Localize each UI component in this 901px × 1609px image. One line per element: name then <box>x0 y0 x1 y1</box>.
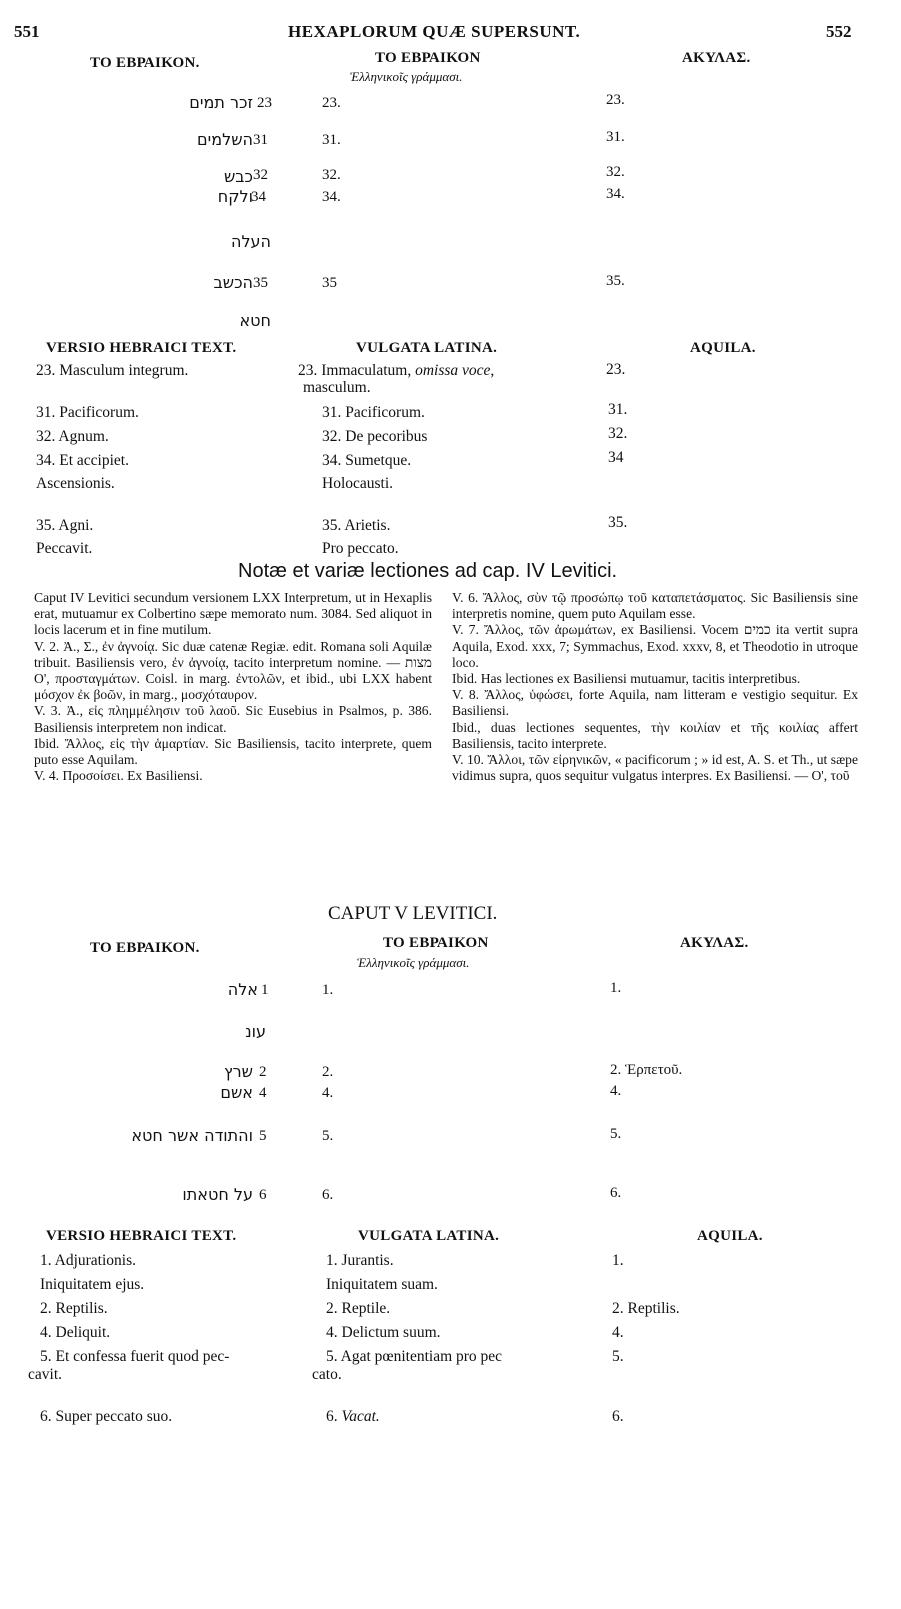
vulgata-cell: 6. Vacat. <box>326 1408 380 1425</box>
versio-cell: 5. Et confessa fuerit quod pec- <box>40 1348 230 1365</box>
greek-transliteration-cell: 35 <box>322 275 337 291</box>
note-paragraph: Ibid. Ἄλλος, εἰς τὴν ἁμαρτίαν. Sic Basiliensis, tacito interprete, quem puto esse Aquilam. <box>34 735 432 768</box>
vulgata-cell: Pro peccato. <box>322 540 399 557</box>
running-title: HEXAPLORUM QUÆ SUPERSUNT. <box>288 22 581 41</box>
aquila-cell: 4. <box>612 1324 624 1341</box>
hebrew-word: הכשב <box>213 273 253 292</box>
aquila-cell: 32. <box>608 425 628 442</box>
versio-cell: 4. Deliquit. <box>40 1324 111 1341</box>
aquila-cell: 6. <box>610 1185 622 1201</box>
aquila-cell: 5. <box>610 1126 622 1142</box>
hebrew-word: כבש <box>223 167 253 186</box>
chapter-title: CAPUT V LEVITICI. <box>328 903 498 924</box>
verse-number: 31 <box>253 132 268 148</box>
aquila-cell: 35. <box>606 273 625 289</box>
hebrew-word: אשם <box>220 1083 253 1102</box>
versio-cell: Iniquitatem ejus. <box>40 1276 145 1293</box>
versio-cell-continued: cavit. <box>28 1366 62 1383</box>
note-paragraph: V. 7. Ἄλλος, τῶν ἀρωμάτων, ex Basiliensi. Vocem כמים ita vertit supra Aquila, Exod. xxx, 7; Symmachus, Exod. xxxv, 8, et Theodotio in utroque loco. <box>452 622 858 670</box>
vulgata-cell: 34. Sumetque. <box>322 452 412 469</box>
vulgata-cell: 35. Arietis. <box>322 517 391 534</box>
column-head-aquila-latin: AQUILA. <box>697 1228 763 1244</box>
notes-left-column <box>34 590 432 784</box>
verse-number: 6 <box>259 1187 267 1203</box>
verse-number: 34 <box>251 189 266 205</box>
aquila-cell: 1. <box>610 980 622 996</box>
greek-transliteration-cell: 6. <box>322 1187 334 1203</box>
greek-transliteration-cell: 34. <box>322 189 341 205</box>
aquila-cell: 23. <box>606 361 626 378</box>
vulgata-cell: Holocausti. <box>322 475 394 492</box>
vulgata-cell: Iniquitatem suam. <box>326 1276 438 1293</box>
greek-transliteration-cell: 32. <box>322 167 341 183</box>
versio-cell: 2. Reptilis. <box>40 1300 108 1317</box>
column-subhead-greek-letters: Ἑλληνικοῖς γράμμασι. <box>350 69 463 84</box>
aquila-cell: 34 <box>608 449 624 466</box>
verse-number: 4 <box>259 1085 267 1101</box>
aquila-cell: 1. <box>612 1252 624 1269</box>
note-paragraph: Ibid., duas lectiones sequentes, τὴν κοιλίαν et τῆς κοιλίας affert Basiliensis, tacito interprete. <box>452 719 858 751</box>
hebrew-word: זכר תמים <box>189 93 253 112</box>
notes-title: Notæ et variæ lectiones ad cap. IV Levitici. <box>238 560 618 582</box>
hebrew-word: והתודה אשר חטא <box>131 1126 253 1145</box>
vulgata-cell: 23. Immaculatum, omissa voce, <box>298 362 495 379</box>
aquila-cell: 6. <box>612 1408 624 1425</box>
page-number-right: 552 <box>826 22 852 41</box>
greek-transliteration-cell: 1. <box>322 982 334 998</box>
aquila-cell: 35. <box>608 514 628 531</box>
aquila-cell: 5. <box>612 1348 624 1365</box>
vulgata-cell: 5. Agat pœnitentiam pro pec <box>326 1348 503 1365</box>
hebrew-word: חטא <box>239 311 271 330</box>
aquila-cell: 34. <box>606 186 625 202</box>
column-head-versio: VERSIO HEBRAICI TEXT. <box>46 1228 237 1244</box>
note-paragraph: V. 4. Προσοίσει. Ex Basiliensi. <box>34 768 203 784</box>
hebrew-word: השלמים <box>197 130 253 149</box>
aquila-cell: 23. <box>606 92 625 108</box>
hebrew-word: שרץ <box>224 1062 253 1081</box>
column-head-hebrew-greek: ΤΟ ΕΒΡΑΙΚΟΝ <box>383 935 489 951</box>
versio-cell: 31. Pacificorum. <box>36 404 139 421</box>
greek-transliteration-cell: 2. <box>322 1064 334 1080</box>
column-head-vulgata: VULGATA LATINA. <box>358 1228 500 1244</box>
note-paragraph: V. 6. Ἄλλος, σὺν τῷ προσώπῳ τοῦ καταπετάσματος. Sic Basiliensis sine interpretis nomine, quem puto Aquilam esse. <box>452 590 858 622</box>
aquila-cell: 2. Reptilis. <box>612 1300 680 1317</box>
column-head-hebrew: ΤΟ ΕΒΡΑΙΚΟΝ. <box>90 940 200 956</box>
aquila-cell: 32. <box>606 164 625 180</box>
note-paragraph: Caput IV Levitici secundum versionem LXX Interpretum, ut in Hexaplis erat, mutuamur ex Colbertino sæpe memorato num. 3084. Sed aliquot in locis lacerum et in fine mutilum. <box>34 590 432 638</box>
vulgata-cell: 2. Reptile. <box>326 1300 391 1317</box>
note-paragraph: Ibid. Has lectiones ex Basiliensi mutuamur, tacitis interpretibus. <box>452 671 801 687</box>
versio-cell: 1. Adjurationis. <box>40 1252 137 1269</box>
verse-number: 1 <box>261 982 269 998</box>
versio-cell: 35. Agni. <box>36 517 94 534</box>
column-head-aquila-greek: ΑΚΥΛΑΣ. <box>682 50 751 66</box>
hebrew-word: העלה <box>230 232 271 251</box>
hebrew-word: ולקח <box>217 187 253 206</box>
hebrew-word: אלה <box>227 980 258 999</box>
greek-transliteration-cell: 31. <box>322 132 341 148</box>
column-head-aquila-latin: AQUILA. <box>690 340 756 356</box>
aquila-cell: 2. Ἑρπετοῦ. <box>610 1062 683 1078</box>
column-head-hebrew-greek: ΤΟ ΕΒΡΑΙΚΟΝ <box>375 50 481 66</box>
note-paragraph: V. 10. Ἄλλοι, τῶν εἰρηνικῶν, « pacificorum ; » id est, A. S. et Th., ut sæpe vidimus supra, quos sequitur vulgatus interpres. Ex Basiliensi. — O', τοῦ <box>452 752 858 784</box>
versio-cell: 32. Agnum. <box>36 428 109 445</box>
vulgata-cell: 4. Delictum suum. <box>326 1324 441 1341</box>
column-head-aquila-greek: ΑΚΥΛΑΣ. <box>680 935 749 951</box>
verse-number: 5 <box>259 1128 267 1144</box>
verse-number: 32 <box>253 167 268 183</box>
verse-number: 23 <box>257 95 272 111</box>
hebrew-word: על חטאתו <box>182 1185 253 1204</box>
greek-transliteration-cell: 23. <box>322 95 341 111</box>
aquila-cell: 4. <box>610 1083 622 1099</box>
vulgata-cell-continued: cato. <box>312 1366 342 1383</box>
notes-right-column <box>452 590 858 784</box>
column-head-hebrew: ΤΟ ΕΒΡΑΙΚΟΝ. <box>90 55 200 71</box>
aquila-cell: 31. <box>606 129 625 145</box>
versio-cell: 34. Et accipiet. <box>36 452 129 469</box>
versio-cell: 6. Super peccato suo. <box>40 1408 173 1425</box>
verse-number: 2 <box>259 1064 267 1080</box>
aquila-cell: 31. <box>608 401 628 418</box>
greek-transliteration-cell: 5. <box>322 1128 334 1144</box>
column-subhead-greek-letters: Ἑλληνικοῖς γράμμασι. <box>357 955 470 970</box>
versio-cell: 23. Masculum integrum. <box>36 362 189 379</box>
note-paragraph: V. 2. Ἀ., Σ., ἐν ἀγνοίᾳ. Sic duæ catenæ Regiæ. edit. Romana soli Aquilæ tribuit. Basiliensis vero, ἐν ἀγνοίᾳ, tacito interpretum nomine. — מצות O', προσταγμάτων. Coisl. in marg. ἐντολῶν, et ibid., ubi LXX habent μόσχον ἐκ βοῶν, in marg., μοσχόταυρον. <box>34 638 432 703</box>
versio-cell: Ascensionis. <box>36 475 115 492</box>
vulgata-cell: 31. Pacificorum. <box>322 404 425 421</box>
note-paragraph: V. 3. Ἀ., εἰς πλημμέλησιν τοῦ λαοῦ. Sic Eusebius in Psalmos, p. 386. Basiliensis interpretem non indicat. <box>34 703 432 735</box>
vulgata-cell-continued: masculum. <box>303 379 371 396</box>
note-paragraph: V. 8. Ἄλλος, ὑφώσει, forte Aquila, nam litteram e vestigio sequitur. Ex Basiliensi. <box>452 687 858 719</box>
versio-cell: Peccavit. <box>36 540 93 557</box>
verse-number: 35 <box>253 275 268 291</box>
column-head-versio: VERSIO HEBRAICI TEXT. <box>46 340 237 356</box>
vulgata-cell: 32. De pecoribus <box>322 428 428 445</box>
hebrew-word: עונ <box>245 1022 266 1041</box>
greek-transliteration-cell: 4. <box>322 1085 334 1101</box>
column-head-vulgata: VULGATA LATINA. <box>356 340 498 356</box>
vulgata-cell: 1. Jurantis. <box>326 1252 394 1269</box>
page-number-left: 551 <box>14 22 40 41</box>
